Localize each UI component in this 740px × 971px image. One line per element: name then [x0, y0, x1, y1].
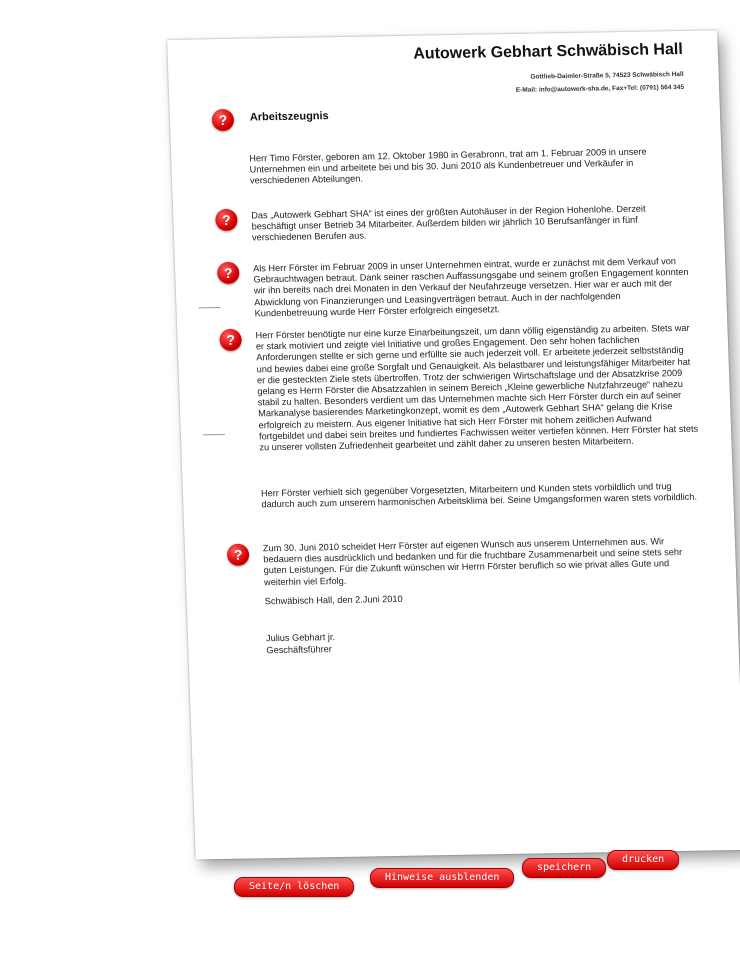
paragraph-intro: Herr Timo Förster, geboren am 12. Oktober 1980 in Gerabronn, trat am 1. Februar 2009 in unsere Unternehmen ein und arbeitete bei und bis 30. Juni 2010 als Kundenbetreuer und Verkäufer in verschiedenen Abteilungen. — [249, 146, 647, 186]
save-button[interactable]: speichern — [522, 858, 606, 878]
delete-pages-button[interactable]: Seite/n löschen — [234, 877, 354, 897]
hide-hints-button[interactable]: Hinweise ausblenden — [370, 868, 514, 888]
signature-title: Geschäftsführer — [266, 644, 333, 656]
document-preview — [165, 0, 740, 919]
question-mark-icon[interactable]: ? — [219, 329, 242, 351]
paragraph-conduct: Herr Förster verhielt sich gegenüber Vorgesetzten, Mitarbeitern und Kunden stets vorbildlich und trug dadurch auch zum unserem harmonischen Arbeitsklima bei. Seine Umgangsformen waren stets vorbildlich. — [260, 481, 698, 510]
question-mark-icon[interactable]: ? — [212, 109, 235, 131]
paragraph-performance: Herr Förster benötigte nur eine kurze Einarbeitungszeit, um dann völlig eigenständig zu arbeiten. Stets war er stark motiviert und zeigte viel Initiative und großes Engagement. Den sehr hohen fachlichen Anforderungen stellte er sich gerne und erfüllte sie auch jederzeit voll. Er arbeitete jederzeit selbstständig und bewies dabei eine große Sorgfalt und Genauigkeit. Als belastbarer und leistungsfähiger Mitarbeiter hat er die gesteckten Ziele stets übertroffen. Trotz der schwierigen Wirtschaftslage und der Absatzkrise 2009 gelang es Herrn Förster die Absatzzahlen in seinem Bereich „Kleine gewerbliche Nutzfahrzeuge“ nahezu stabil zu halten. Besonders verdient um das Unternehmen machte sich Herr Förster durch ein auf seiner Markanalyse basierendes Marketingkonzept, womit es dem „Autowerk Gebhart SHA“ gelang die Krise erfolgreich zu meistern. Aus eigener Initiative hat sich Herr Förster mit hohem zeitlichen Aufwand fortgebildet und dabei sein breites und fundiertes Fachwissen weiter vertiefen können. Herr Förster hat stets zu unserer vollsten Zufriedenheit gearbeitet und zählt daher zu unseren besten Mitarbeitern. — [255, 322, 699, 453]
company-address: Gottlieb-Daimler-Straße 5, 74523 Schwäbisch Hall — [530, 70, 684, 81]
print-button[interactable]: drucken — [607, 850, 679, 870]
paragraph-tasks: Als Herr Förster im Februar 2009 in unser Unternehmen eintrat, wurde er zunächst mit dem Verkauf von Gebrauchtwagen betraut. Dank seiner raschen Auffassungsgabe und seinem großen Engagement konnten wir ihn bereits nach drei Monaten in den Verkauf der Neufahrzeuge versetzen. Hier war er auch mit der Abwicklung von Finanzierungen und Leasingverträgen betraut. Auch in der nachfolgenden Kundenbetreuung wurde Herr Förster erfolgreich eingesetzt. — [252, 256, 689, 319]
company-address-block — [515, 68, 684, 97]
company-name: Autowerk Gebhart Schwäbisch Hall — [413, 40, 684, 63]
document-title: Arbeitszeugnis — [249, 110, 329, 124]
question-mark-icon[interactable]: ? — [215, 209, 238, 231]
question-mark-icon[interactable]: ? — [217, 262, 240, 284]
company-contact: E-Mail: info@autowerk-sha.de, Fax+Tel: (0791) 564 345 — [515, 83, 685, 94]
paragraph-company: Das „Autowerk Gebhart SHA“ ist eines der größten Autohäuser in der Region Hohenlohe. Derzeit beschäftigt unser Betrieb 34 Mitarbeiter. Außerdem bilden wir jährlich 10 Berufsanfänger in fünf verschiedenen Berufen aus. — [251, 203, 646, 243]
paragraph-closing: Zum 30. Juni 2010 scheidet Herr Förster auf eigenen Wunsch aus unserem Unternehmen aus. Wir bedauern dies ausdrücklich und bedanken und für die fruchtbare Zusammenarbeit und seine stets sehr guten Leistungen. Für die Zukunft wünschen wir Herrn Förster beruflich so wie privat alles Gute und weiterhin viel Erfolg. — [262, 536, 683, 587]
document-date: Schwäbisch Hall, den 2.Juni 2010 — [264, 593, 403, 607]
signature-name: Julius Gebhart jr. — [265, 632, 336, 644]
question-mark-icon[interactable]: ? — [227, 544, 250, 566]
